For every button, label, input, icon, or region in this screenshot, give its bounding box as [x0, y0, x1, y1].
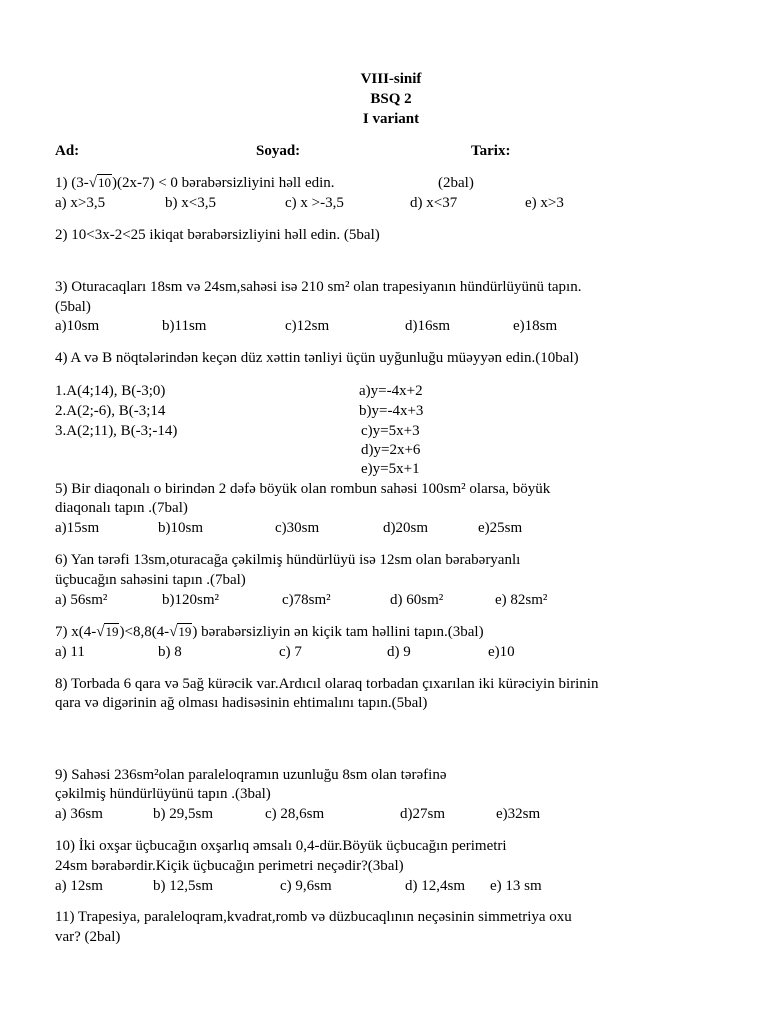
- q9-option-c: c) 28,6sm: [265, 806, 325, 822]
- q3-option-c: c)12sm: [285, 318, 330, 334]
- q6-option-e: e) 82sm²: [495, 592, 548, 608]
- grade-heading: VIII-sinif: [360, 71, 422, 87]
- q1-suffix: )(2x-7) < 0 bərabərsizliyini həll edin.: [111, 175, 335, 191]
- q5-option-e: e)25sm: [478, 520, 523, 536]
- q7-option-a: a) 11: [55, 644, 85, 660]
- question-11-line-2: var? (2bal): [55, 929, 121, 945]
- question-1: [55, 174, 335, 192]
- q5-option-b: b)10sm: [158, 520, 203, 536]
- question-6-line-1: 6) Yan tərəfi 13sm,oturacağa çəkilmiş hündürlüyü isə 12sm olan bərabəryanlı: [55, 552, 521, 568]
- q10-option-c: c) 9,6sm: [280, 878, 332, 894]
- q10-option-b: b) 12,5sm: [153, 878, 213, 894]
- question-8-line-1: 8) Torbada 6 qara və 5ağ kürəcik var.Ardıcıl olaraq torbadan çıxarılan iki kürəciyin birinin: [55, 676, 599, 692]
- question-5-line-2: diaqonalı tapın .(7bal): [55, 500, 188, 516]
- q4-equation-e: e)y=5x+1: [361, 461, 420, 477]
- q4-pair-2: 2.A(2;-6), B(-3;14: [55, 403, 166, 419]
- question-4: 4) A və B nöqtələrindən keçən düz xəttin tənliyi üçün uyğunluğu müəyyən edin.(10bal): [55, 350, 579, 366]
- q1-prefix: 1) (3-: [55, 175, 89, 191]
- q7-radicand-2: 19: [178, 624, 192, 639]
- q9-option-b: b) 29,5sm: [153, 806, 213, 822]
- q4-equation-d: d)y=2x+6: [361, 442, 421, 458]
- q3-option-a: a)10sm: [55, 318, 100, 334]
- question-3-line-1: 3) Oturacaqları 18sm və 24sm,sahəsi isə 210 sm² olan trapesiyanın hündürlüyünü tapın.: [55, 279, 582, 295]
- q10-option-d: d) 12,4sm: [405, 878, 465, 894]
- q1-option-c: c) x >-3,5: [285, 195, 344, 211]
- question-10-line-2: 24sm bərabərdir.Kiçik üçbucağın perimetri neçədir?(3bal): [55, 858, 404, 874]
- q6-option-a: a) 56sm²: [55, 592, 108, 608]
- q9-option-e: e)32sm: [496, 806, 541, 822]
- q10-option-a: a) 12sm: [55, 878, 103, 894]
- surname-label: Soyad:: [256, 143, 301, 159]
- q9-option-d: d)27sm: [400, 806, 445, 822]
- q7-option-c: c) 7: [279, 644, 302, 660]
- q7-part-2: )<8,8(4-: [119, 624, 170, 640]
- q3-option-b: b)11sm: [162, 318, 207, 334]
- question-3-line-2: (5bal): [55, 299, 91, 315]
- q1-radicand: 10: [97, 175, 111, 190]
- q1-option-e: e) x>3: [525, 195, 564, 211]
- date-label: Tarix:: [471, 143, 511, 159]
- question-8-line-2: qara və digərinin ağ olması hadisəsinin ehtimalını tapın.(5bal): [55, 695, 428, 711]
- sqrt-symbol: √: [96, 624, 105, 640]
- q6-option-d: d) 60sm²: [390, 592, 444, 608]
- q9-option-a: a) 36sm: [55, 806, 103, 822]
- q3-option-e: e)18sm: [513, 318, 558, 334]
- q7-option-b: b) 8: [158, 644, 182, 660]
- q1-option-b: b) x<3,5: [165, 195, 216, 211]
- question-2: 2) 10<3x-2<25 ikiqat bərabərsizliyini həll edin. (5bal): [55, 227, 380, 243]
- question-11-line-1: 11) Trapesiya, paraleloqram,kvadrat,romb və düzbucaqlının neçəsinin simmetriya oxu: [55, 909, 572, 925]
- name-label: Ad:: [55, 143, 80, 159]
- q6-option-c: c)78sm²: [282, 592, 331, 608]
- q5-option-c: c)30sm: [275, 520, 320, 536]
- q4-equation-c: c)y=5x+3: [361, 423, 420, 439]
- q4-pair-3: 3.A(2;11), B(-3;-14): [55, 423, 178, 439]
- question-10-line-1: 10) İki oxşar üçbucağın oxşarlıq əmsalı 0,4-dür.Böyük üçbucağın perimetri: [55, 838, 507, 854]
- question-7: [55, 623, 484, 641]
- q7-option-d: d) 9: [387, 644, 411, 660]
- q7-option-e: e)10: [488, 644, 515, 660]
- q7-part-3: ) bərabərsizliyin ən kiçik tam həllini tapın.(3bal): [192, 624, 484, 640]
- q1-option-a: a) x>3,5: [55, 195, 106, 211]
- q3-option-d: d)16sm: [405, 318, 450, 334]
- q4-pair-1: 1.A(4;14), B(-3;0): [55, 383, 166, 399]
- question-6-line-2: üçbucağın sahəsini tapın .(7bal): [55, 572, 246, 588]
- exam-heading: BSQ 2: [370, 91, 412, 107]
- q6-option-b: b)120sm²: [162, 592, 219, 608]
- variant-heading: I variant: [362, 111, 420, 127]
- q4-equation-a: a)y=-4x+2: [359, 383, 423, 399]
- q7-part-1: 7) x(4-: [55, 624, 97, 640]
- sqrt-symbol: √: [88, 175, 97, 191]
- q4-equation-b: b)y=-4x+3: [359, 403, 424, 419]
- q1-option-d: d) x<37: [410, 195, 458, 211]
- q5-option-a: a)15sm: [55, 520, 100, 536]
- q10-option-e: e) 13 sm: [490, 878, 542, 894]
- q5-option-d: d)20sm: [383, 520, 428, 536]
- q1-points: (2bal): [438, 175, 474, 191]
- sqrt-symbol: √: [169, 624, 178, 640]
- q7-radicand-1: 19: [105, 624, 119, 639]
- question-9-line-1: 9) Sahəsi 236sm²olan paraleloqramın uzunluğu 8sm olan tərəfinə: [55, 767, 447, 783]
- question-9-line-2: çəkilmiş hündürlüyünü tapın .(3bal): [55, 786, 271, 802]
- question-5-line-1: 5) Bir diaqonalı o birindən 2 dəfə böyük olan rombun sahəsi 100sm² olarsa, böyük: [55, 481, 551, 497]
